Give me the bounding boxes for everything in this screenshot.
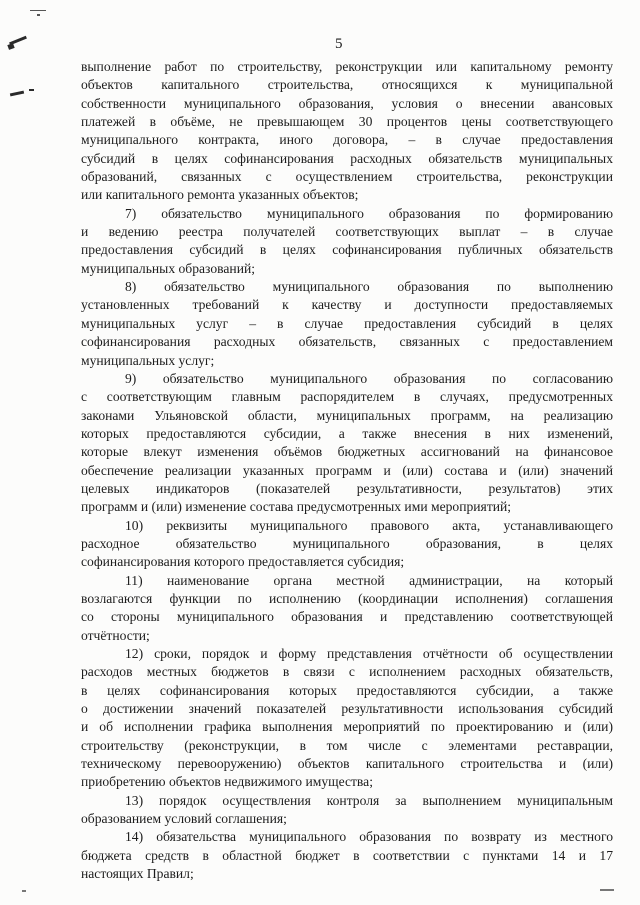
text-line: субсидий в целях софинансирования расходных обязательств муниципальных (81, 150, 613, 166)
page-number: 5 (335, 36, 343, 52)
text-line: о достижении значений показателей результативности использования субсидий (81, 701, 613, 717)
text-line: установленных требований к качеству и доступности предоставляемых (81, 297, 613, 313)
text-line: программ и (или) изменение состава предусмотренных ими мероприятий; (81, 499, 512, 515)
text-line: с соответствующим главным распорядителем в случаях, предусмотренных (81, 389, 613, 405)
text-line: техническому перевооружению) объектов капитального строительства и (или) (81, 756, 613, 772)
text-line: или капитального ремонта указанных объектов; (81, 187, 359, 203)
scan-artifact (30, 10, 46, 11)
scan-artifact (10, 91, 24, 97)
text-line: 14) обязательства муниципального образования по возврату из местного (125, 829, 613, 845)
text-line: 9) обязательство муниципального образования по согласованию (125, 370, 613, 386)
text-line: возлагаются функции по исполнению (координации исполнения) соглашения (81, 590, 613, 606)
text-line: бюджета средств в областной бюджет в соответствии с пунктами 14 и 17 (81, 847, 613, 863)
text-line: обеспечение реализации указанных программ и (или) состава и (или) значений (81, 462, 613, 478)
scan-artifact (600, 889, 614, 891)
text-line: настоящих Правил; (81, 866, 194, 882)
text-line: софинансирования расходных обязательств, связанных с предоставлением (81, 334, 613, 350)
text-line: муниципальных образований; (81, 260, 256, 276)
text-line: и об исполнении графика выполнения мероприятий по проектированию и (или) (81, 719, 613, 735)
text-line: законами Ульяновской области, муниципальных программ, на реализацию (81, 407, 613, 423)
scan-artifact (7, 43, 14, 50)
scan-artifact (29, 89, 34, 91)
text-line: целевых индикаторов (показателей результативности, результатов) этих (81, 480, 613, 496)
text-line: образований, связанных с осуществлением строительства, реконструкции (81, 169, 613, 185)
text-line: муниципальных услуг – в случае предоставления субсидий в целях (81, 315, 613, 331)
text-line: предоставления субсидий в целях софинансирования публичных обязательств (81, 242, 613, 258)
text-line: 7) обязательство муниципального образования по формированию (125, 205, 613, 221)
scan-artifact (22, 890, 26, 892)
text-line: строительству (реконструкции, в том числе с элементами реставрации, (81, 737, 613, 753)
text-line: муниципальных услуг; (81, 352, 215, 368)
text-line: выполнение работ по строительству, реконструкции или капитальному ремонту (81, 59, 613, 74)
text-line: со стороны муниципального образования и представлению соответствующей (81, 609, 613, 625)
text-line: муниципального контракта, иного договора, – в случае предоставления (81, 132, 613, 148)
scan-artifact (37, 14, 40, 16)
text-line: объектов капитального строительства, относящихся к муниципальной (81, 77, 613, 93)
text-line: 12) сроки, порядок и форму представления отчётности об осуществлении (125, 646, 613, 661)
text-line: образованием условий соглашения; (81, 811, 287, 827)
text-line: 13) порядок осуществления контроля за выполнением муниципальным (125, 792, 613, 808)
text-line: платежей в объёме, не превышающем 30 процентов цены соответствующего (81, 114, 613, 130)
text-line: и ведению реестра получателей соответствующих выплат – в случае (81, 224, 613, 240)
text-line: собственности муниципального образования, условия о внесении авансовых (81, 95, 613, 111)
text-line: 11) наименование органа местной администрации, на который (125, 572, 613, 588)
text-line: отчётности; (81, 627, 150, 643)
text-line: которых предоставляются субсидии, а также внесения в них изменений, (81, 425, 613, 441)
text-line: приобретению объектов недвижимого имущества; (81, 774, 373, 790)
text-line: 10) реквизиты муниципального правового акта, устанавливающего (125, 517, 613, 533)
text-line: расходов местных бюджетов в связи с исполнением расходных обязательств, (81, 664, 613, 680)
document-body (81, 58, 613, 883)
text-line: расходное обязательство муниципального образования, в целях (81, 535, 613, 551)
text-line: в целях софинансирования которых предоставляются субсидии, а также (81, 682, 613, 698)
text-line: софинансирования которого предоставляется субсидия; (81, 554, 405, 570)
text-line: которые влекут изменения объёмов бюджетных ассигнований на финансовое (81, 444, 613, 460)
text-line: 8) обязательство муниципального образования по выполнению (125, 279, 613, 295)
